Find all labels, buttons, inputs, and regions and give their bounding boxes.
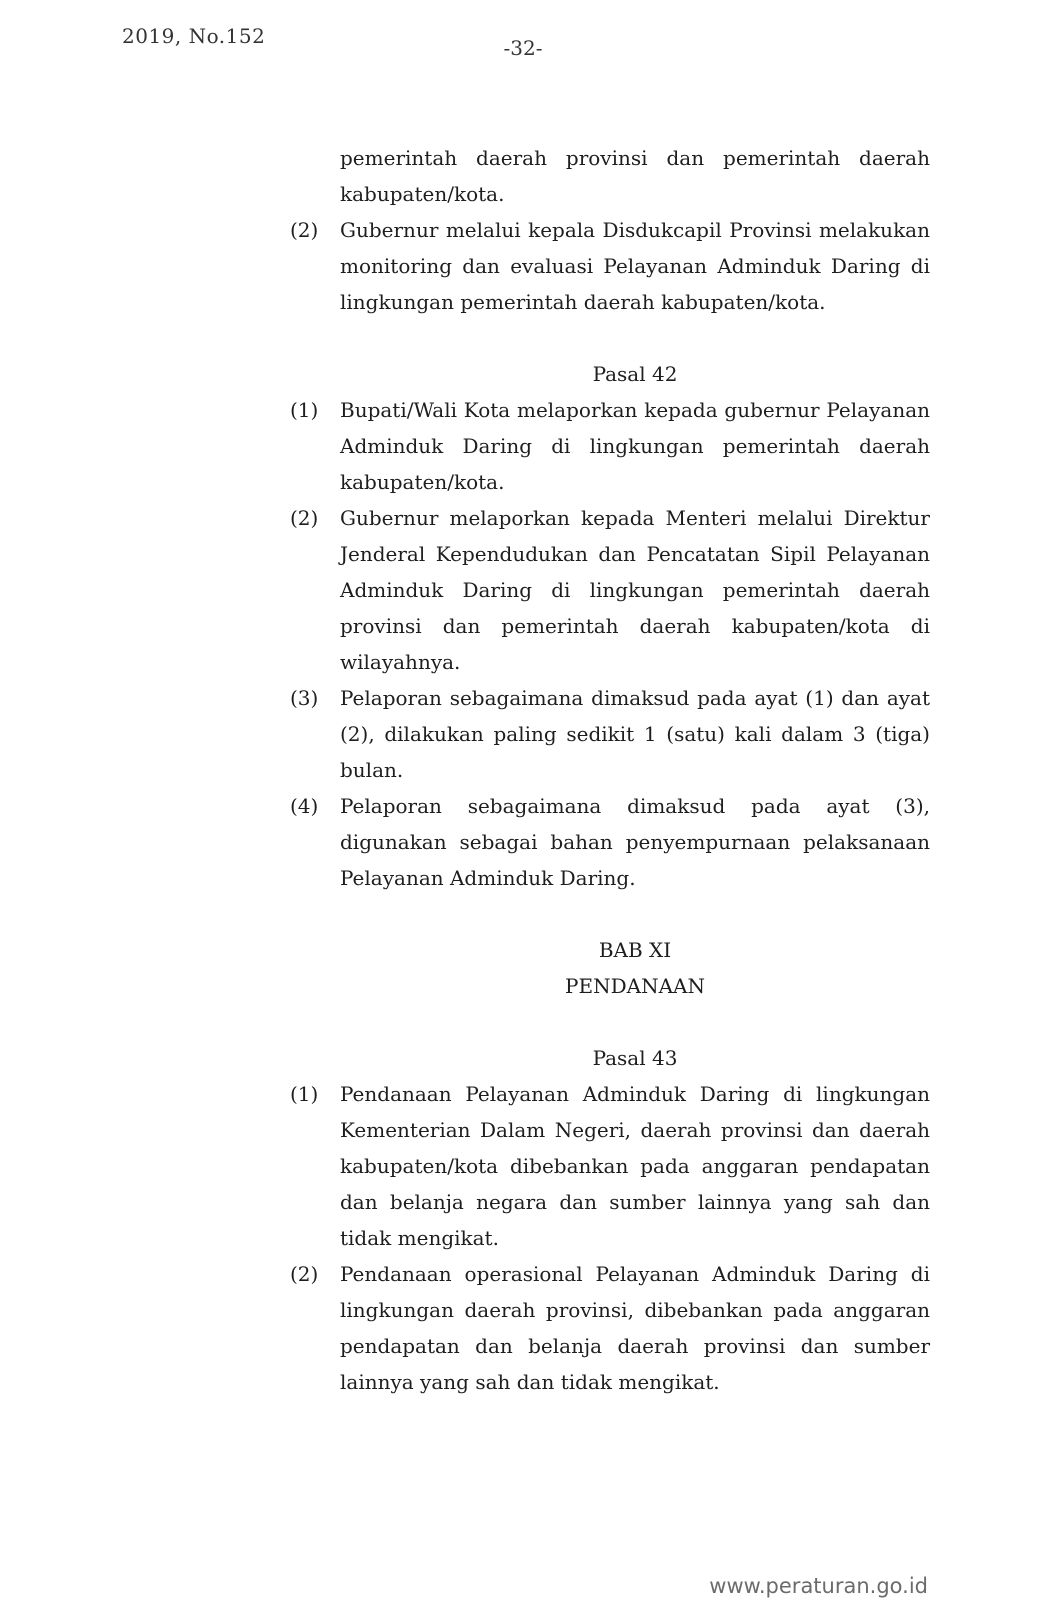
page-number: -32- xyxy=(503,36,543,60)
item-number: (1) xyxy=(290,1082,319,1106)
item-number: (4) xyxy=(290,794,319,818)
item-number: (3) xyxy=(290,686,319,710)
pasal-43-title: Pasal 43 xyxy=(592,1046,678,1070)
list-item xyxy=(290,680,930,788)
chapter-title: PENDANAAN xyxy=(565,974,705,998)
chapter-number: BAB XI xyxy=(598,938,672,962)
gazette-id: 2019, No.152 xyxy=(122,24,266,48)
item-text: Gubernur melalui kepala Disdukcapil Provinsi melakukan monitoring dan evaluasi Pelayanan Adminduk Daring di lingkungan pemerintah daerah kabupaten/kota. xyxy=(340,218,930,314)
list-item xyxy=(290,500,930,680)
list-item xyxy=(290,212,930,320)
pasal-42-title: Pasal 42 xyxy=(592,362,678,386)
footer-url: www.peraturan.go.id xyxy=(709,1574,928,1598)
item-text: Pendanaan Pelayanan Adminduk Daring di lingkungan Kementerian Dalam Negeri, daerah provinsi dan daerah kabupaten/kota dibebankan pada anggaran pendapatan dan belanja negara dan sumber lainnya yang sah dan tidak mengikat. xyxy=(340,1082,930,1250)
item-text: Gubernur melaporkan kepada Menteri melalui Direktur Jenderal Kependudukan dan Pencatatan Sipil Pelayanan Adminduk Daring di lingkungan pemerintah daerah provinsi dan pemerintah daerah kabupaten/kota di wilayahnya. xyxy=(340,506,930,674)
item-text: Pelaporan sebagaimana dimaksud pada ayat (3), digunakan sebagai bahan penyempurnaan pelaksanaan Pelayanan Adminduk Daring. xyxy=(340,794,930,890)
item-text: Pendanaan operasional Pelayanan Adminduk Daring di lingkungan daerah provinsi, dibebankan pada anggaran pendapatan dan belanja daerah provinsi dan sumber lainnya yang sah dan tidak mengikat. xyxy=(340,1262,930,1394)
continuation-text: pemerintah daerah provinsi dan pemerintah daerah kabupaten/kota. xyxy=(340,146,930,206)
item-number: (2) xyxy=(290,1262,319,1286)
item-number: (1) xyxy=(290,398,319,422)
document-body xyxy=(290,140,930,1400)
item-number: (2) xyxy=(290,218,319,242)
item-text: Pelaporan sebagaimana dimaksud pada ayat (1) dan ayat (2), dilakukan paling sedikit 1 (satu) kali dalam 3 (tiga) bulan. xyxy=(340,686,930,782)
item-number: (2) xyxy=(290,506,319,530)
list-item xyxy=(290,1076,930,1256)
list-item xyxy=(290,392,930,500)
list-item xyxy=(290,1256,930,1400)
item-text: Bupati/Wali Kota melaporkan kepada gubernur Pelayanan Adminduk Daring di lingkungan pemerintah daerah kabupaten/kota. xyxy=(340,398,930,494)
list-item xyxy=(290,788,930,896)
